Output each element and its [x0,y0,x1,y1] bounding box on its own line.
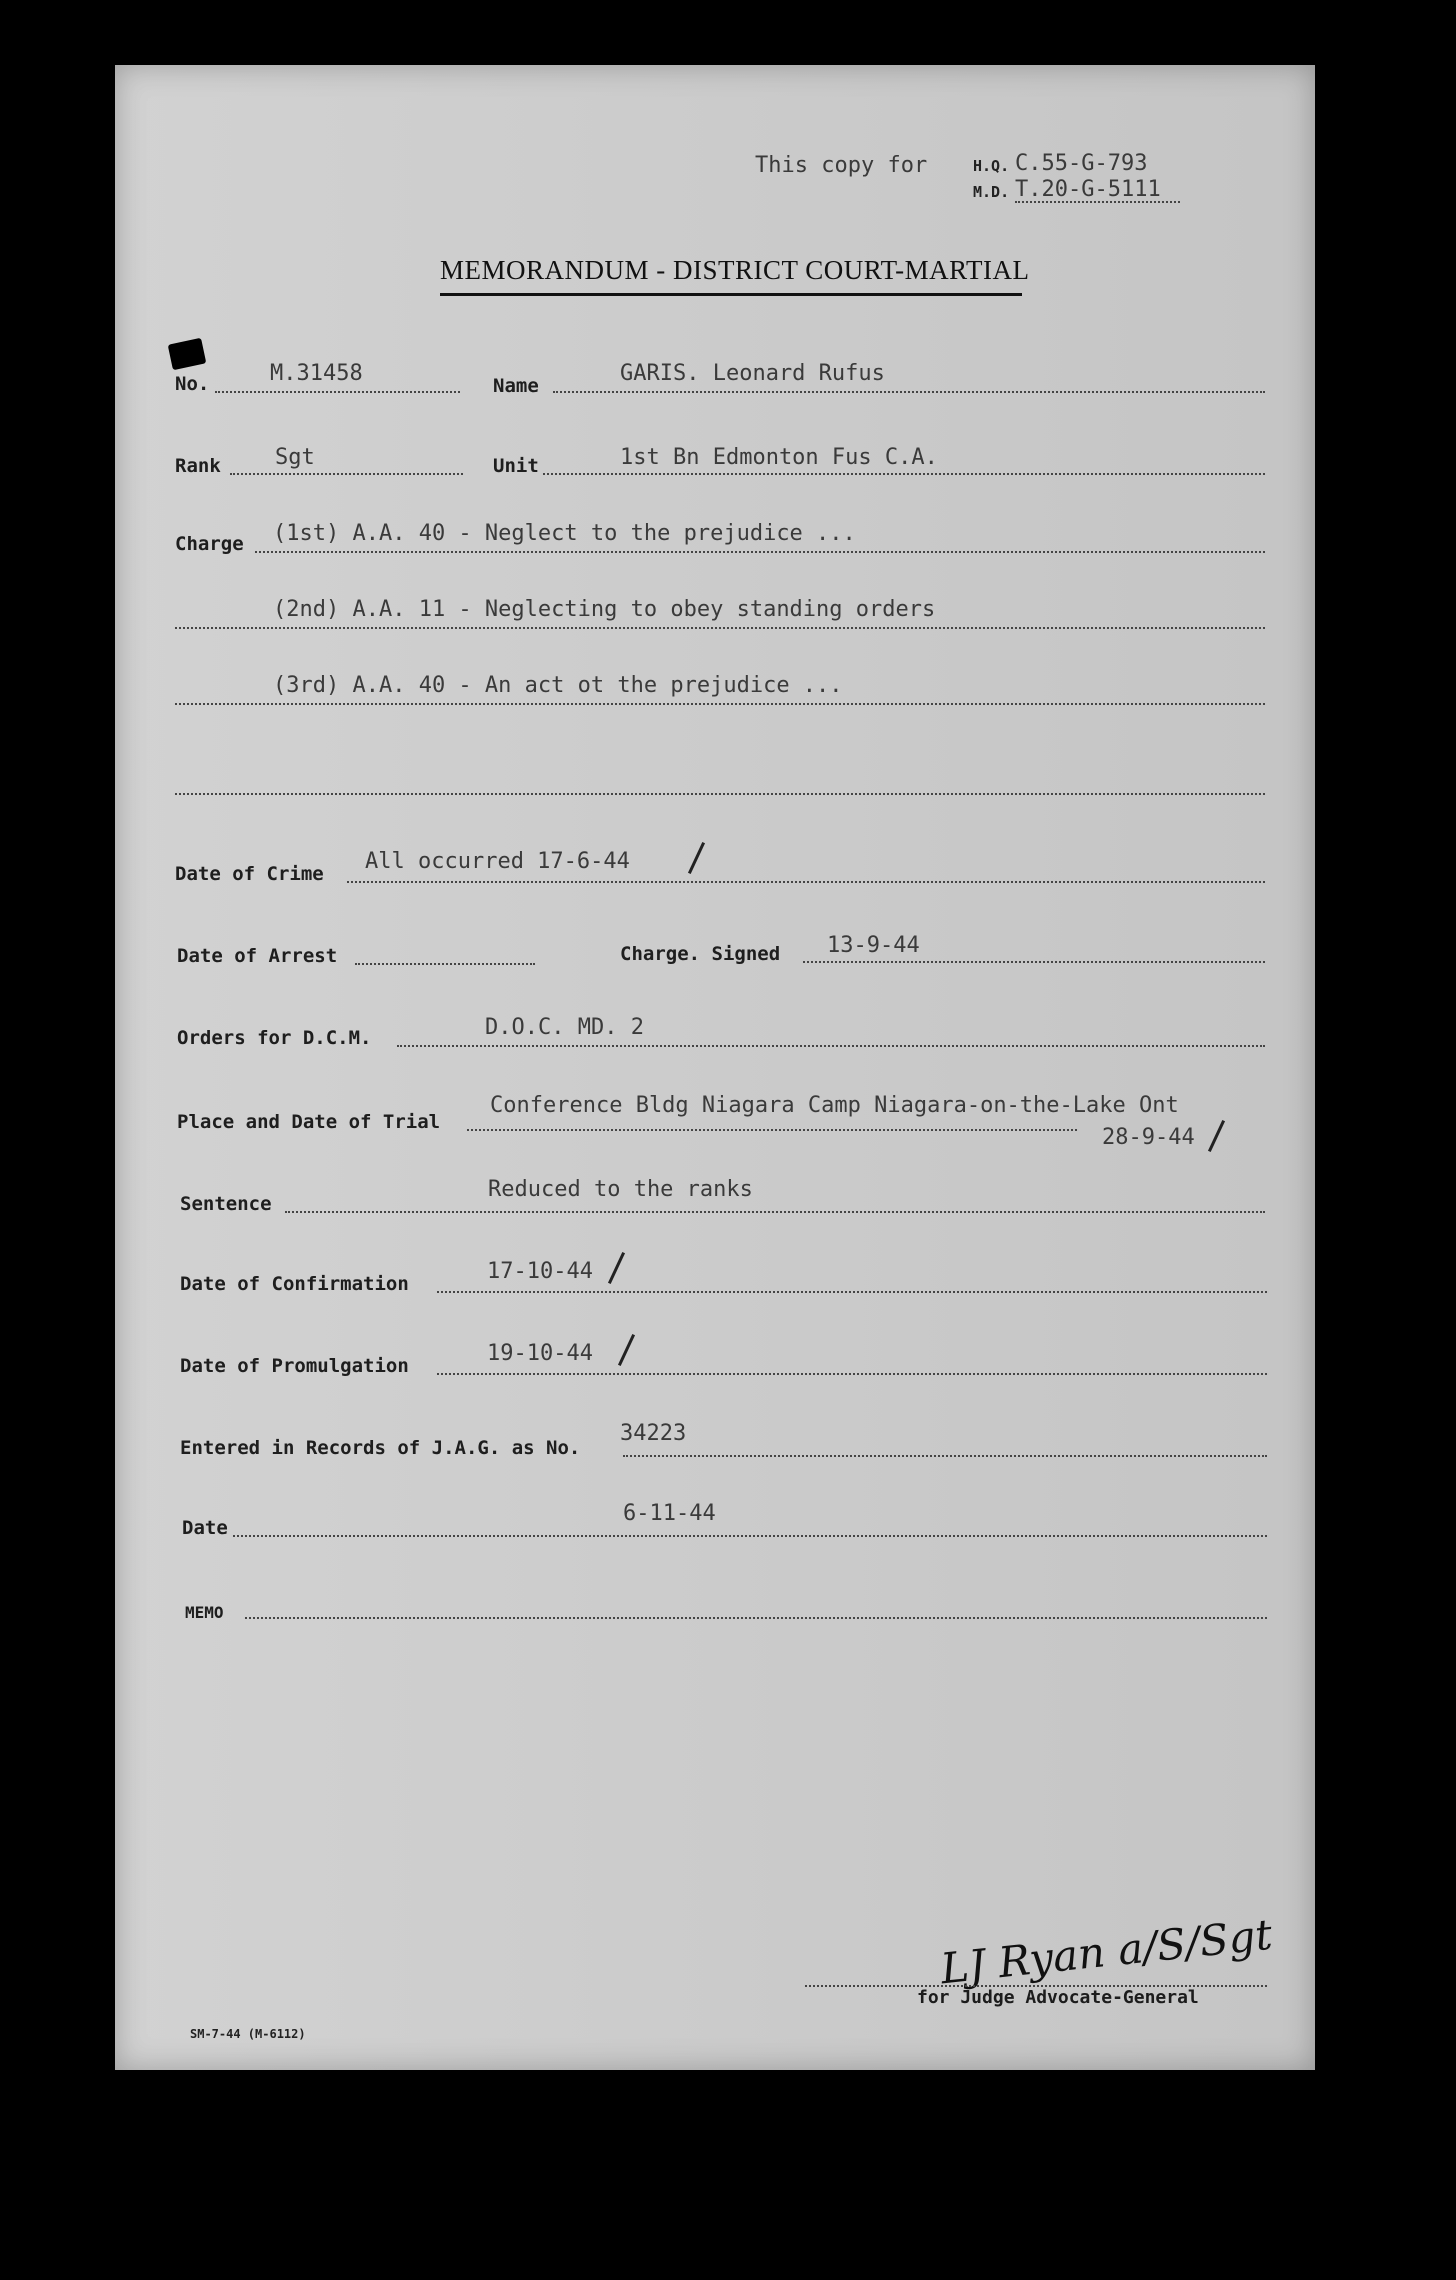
ink-blot [168,338,207,371]
jag-signature-label: for Judge Advocate-General [917,1987,1199,2008]
name-value: GARIS. Leonard Rufus [620,361,885,386]
place-dots [467,1129,1077,1131]
date-of-crime-label: Date of Crime [175,863,324,885]
rank-label: Rank [175,455,221,477]
arrest-dots [355,963,535,965]
charge-2: (2nd) A.A. 11 - Neglecting to obey standing orders [273,597,936,622]
charge-1-dots [255,551,1265,553]
place-value: Conference Bldg Niagara Camp Niagara-on-the-Lake Ont [490,1093,1179,1118]
orders-label: Orders for D.C.M. [177,1027,372,1049]
md-number: T.20-G-5111 [1015,177,1161,202]
memo-dots [245,1617,1267,1619]
confirmation-dots [437,1291,1267,1293]
promulgation-dots [437,1373,1267,1375]
rank-dots [230,473,463,475]
charge-2-dots [175,627,1265,629]
form-code: SM-7-44 (M-6112) [190,2027,306,2041]
promulgation-label: Date of Promulgation [180,1355,409,1377]
confirmation-label: Date of Confirmation [180,1273,409,1295]
sentence-dots [285,1211,1265,1213]
charge-signed-label: Charge. Signed [620,943,781,965]
memo-label: MEMO [185,1603,224,1622]
trial-date-value: 28-9-44 [1102,1125,1195,1150]
copy-for-label: This copy for [755,153,928,178]
rank-value: Sgt [275,445,315,470]
date-of-crime-value: All occurred 17-6-44 [365,849,630,874]
charge-3-dots [175,703,1265,705]
charge-1: (1st) A.A. 40 - Neglect to the prejudice ... [273,521,856,546]
confirmation-value: 17-10-44 [487,1259,593,1284]
no-label: No. [175,373,210,395]
orders-dots [397,1045,1265,1047]
unit-label: Unit [493,455,539,477]
name-label: Name [493,375,539,397]
hq-number: C.55-G-793 [1015,151,1148,176]
md-underline [1015,201,1180,203]
charge-signed-value: 13-9-44 [827,933,920,958]
date-of-arrest-label: Date of Arrest [177,945,338,967]
blank-dots [175,793,1265,795]
date-label: Date [182,1517,228,1539]
jag-records-label: Entered in Records of J.A.G. as No. [180,1437,581,1459]
check-mark [1208,1120,1225,1152]
hq-label: H.Q. [973,157,1010,175]
promulgation-value: 19-10-44 [487,1341,593,1366]
document-sheet [115,65,1315,2070]
crime-dots [347,881,1265,883]
place-label: Place and Date of Trial [177,1111,441,1133]
jag-records-dots [623,1455,1267,1457]
check-mark [618,1334,635,1366]
no-value: M.31458 [270,361,363,386]
md-label: M.D. [973,183,1010,201]
document-title: MEMORANDUM - DISTRICT COURT-MARTIAL [440,255,1030,285]
sentence-value: Reduced to the ranks [488,1177,753,1202]
jag-records-value: 34223 [620,1421,687,1446]
handwritten-signature: LJ Ryan a/S/Sgt [938,1909,1275,1994]
date-dots [233,1535,1267,1537]
unit-dots [543,473,1265,475]
charge-label: Charge [175,533,244,555]
sentence-label: Sentence [180,1193,272,1215]
orders-value: D.O.C. MD. 2 [485,1015,644,1040]
date-value: 6-11-44 [623,1501,716,1526]
title-underline [440,293,1022,296]
check-mark [608,1252,625,1284]
no-dots [215,391,460,393]
signed-dots [803,961,1265,963]
name-dots [553,391,1265,393]
charge-3: (3rd) A.A. 40 - An act ot the prejudice ... [273,673,843,698]
unit-value: 1st Bn Edmonton Fus C.A. [620,445,938,470]
check-mark [688,842,705,874]
